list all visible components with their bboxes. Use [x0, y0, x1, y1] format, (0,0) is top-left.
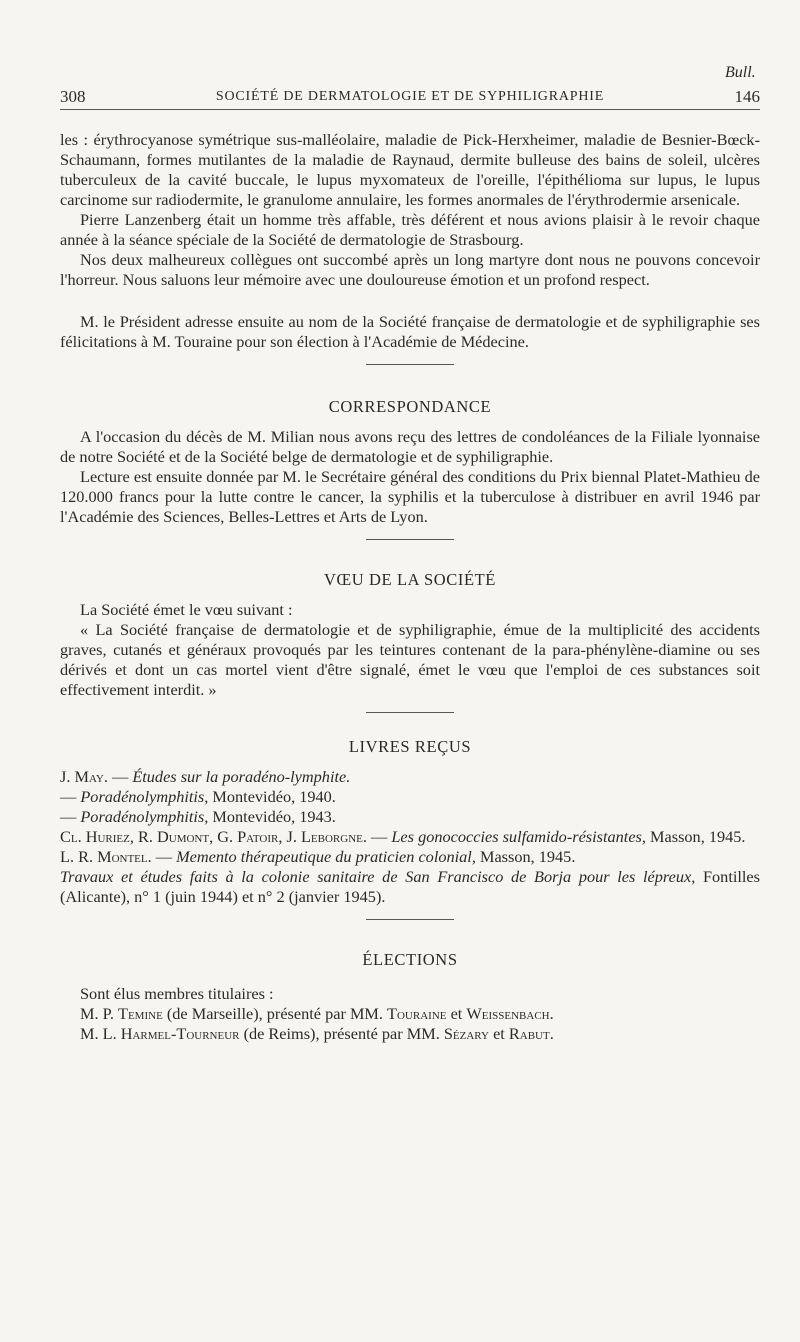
page-body — [60, 130, 760, 1044]
voeu-heading: VŒU DE LA SOCIÉTÉ — [324, 570, 496, 589]
correspondance-heading: CORRESPONDANCE — [328, 397, 492, 416]
book-entry: — Poradénolymphitis, Montevidéo, 1940. — [60, 787, 336, 806]
running-header — [60, 87, 760, 110]
running-title: SOCIÉTÉ DE DERMATOLOGIE ET DE SYPHILIGRAPHIE — [215, 89, 605, 104]
page-number-left: 308 — [60, 87, 86, 106]
voeu-paragraph-2: « La Société française de dermatologie et de syphiligraphie, émue de la multiplicité des accidents graves, cutanés et généraux provoqués par les teintures contenant de la para-phénylène-diamine ou ses dérivés et dont un cas mortel vient d'être signalé, émet le vœu que l'emploi de ces substances soit effectivement interdit. » — [60, 620, 760, 699]
elected-member-2: M. L. Harmel-Tourneur (de Reims), présenté par MM. Sézary et Rabut. — [80, 1024, 554, 1043]
book-entry: J. May. — Études sur la poradéno-lymphite. — [60, 767, 351, 786]
book-entry: — Poradénolymphitis, Montevidéo, 1943. — [60, 807, 336, 826]
books-list — [60, 767, 760, 907]
intro-paragraph-4: M. le Président adresse ensuite au nom de la Société française de dermatologie et de syphiligraphie ses félicitations à M. Touraine pour son élection à l'Académie de Médecine. — [60, 312, 760, 351]
book-entry: Travaux et études faits à la colonie sanitaire de San Francisco de Borja pour les lépreux, Fontilles (Alicante), n° 1 (juin 1944) et n° 2 (janvier 1945). — [60, 867, 760, 906]
livres-heading: LIVRES REÇUS — [348, 737, 472, 756]
intro-paragraph-1: les : érythrocyanose symétrique sus-malléolaire, maladie de Pick-Herxheimer, maladie de Besnier-Bœck-Schaumann, formes mutilantes de la maladie de Raynaud, dermite bulleuse des bains de soleil, ulcères tuberculeux de la cavité buccale, le lupus myxomateux de l'oreille, l'épithélioma sur lupus, le lupus carcinome sur radiodermite, le granulome annulaire, les formes anormales de l'érythrodermie arsenicale. — [60, 130, 760, 209]
elections-heading: ÉLECTIONS — [362, 950, 458, 969]
intro-paragraph-3: Nos deux malheureux collègues ont succombé après un long martyre dont nous ne pouvons concevoir l'horreur. Nous saluons leur mémoire avec une douloureuse émotion et un profond respect. — [60, 250, 760, 289]
voeu-paragraph-1: La Société émet le vœu suivant : — [80, 600, 293, 619]
page-number-right: 146 — [734, 87, 760, 106]
book-entry: L. R. Montel. — Memento thérapeutique du praticien colonial, Masson, 1945. — [60, 847, 576, 866]
elections-intro: Sont élus membres titulaires : — [80, 984, 274, 1003]
correspondance-paragraph-1: A l'occasion du décès de M. Milian nous avons reçu des lettres de condoléances de la Filiale lyonnaise de notre Société et de la Société belge de dermatologie et de syphiligraphie. — [60, 427, 760, 466]
intro-paragraph-2: Pierre Lanzenberg était un homme très affable, très déférent et nous avions plaisir à le revoir chaque année à la séance spéciale de la Société de dermatologie de Strasbourg. — [60, 210, 760, 249]
elected-member-1: M. P. Temine (de Marseille), présenté par MM. Touraine et Weissenbach. — [80, 1004, 554, 1023]
bulletin-label: Bull. — [725, 64, 756, 81]
correspondance-paragraph-2: Lecture est ensuite donnée par M. le Secrétaire général des conditions du Prix biennal Platet-Mathieu de 120.000 francs pour la lutte contre le cancer, la syphilis et la tuberculose à distribuer en avril 1946 par l'Académie des Sciences, Belles-Lettres et Arts de Lyon. — [60, 467, 760, 526]
book-entry: Cl. Huriez, R. Dumont, G. Patoir, J. Leborgne. — Les gonococcies sulfamido-résistantes, Masson, 1945. — [60, 827, 746, 846]
